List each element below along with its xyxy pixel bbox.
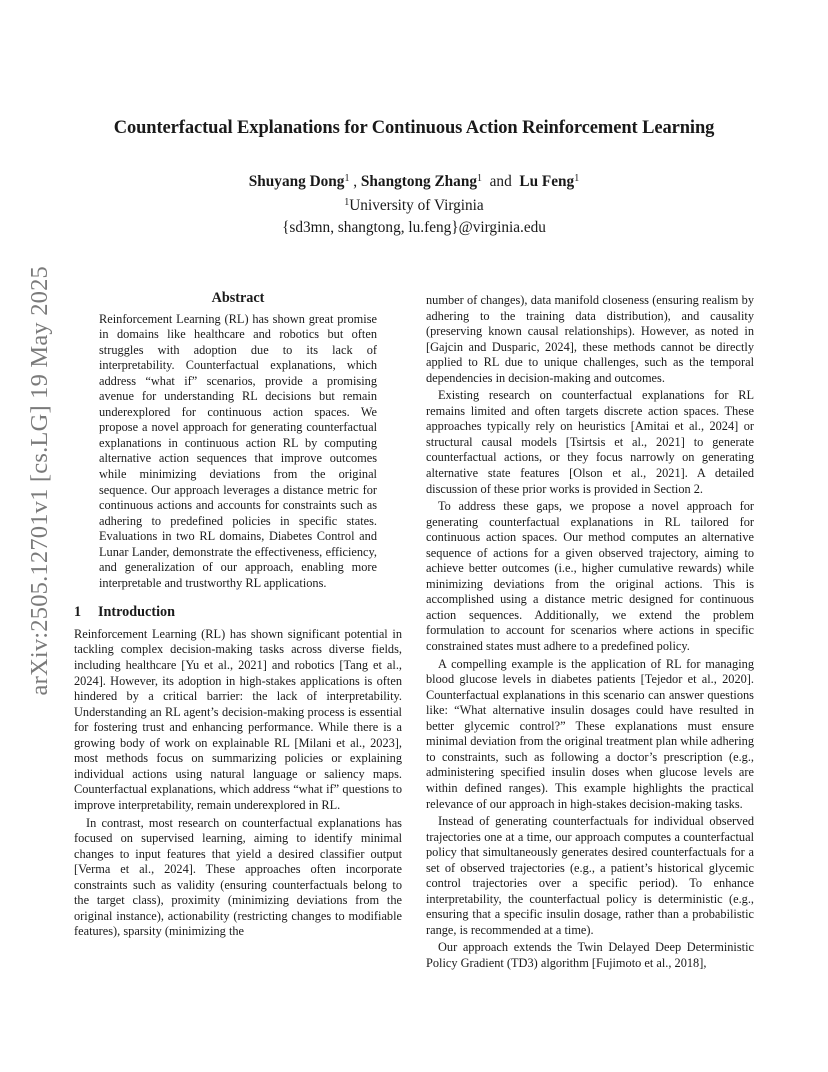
- paragraph: number of changes), data manifold closeness (ensuring realism by adhering to the training data distribution), and causality (preserving known causal relationships). However, as noted in [Gajcin and Dusparic, 2024], these methods cannot be directly applied to RL due to unique challenges, such as the temporal dependencies in decision-making and outcomes.: [426, 293, 754, 385]
- paragraph: To address these gaps, we propose a novel approach for generating counterfactual explanations in RL tailored for continuous action spaces. Our method computes an alternative sequence of actions for a given observed trajectory, aiming to achieve better outcomes (i.e., higher cumulative rewards) while minimizing deviations from the original actions. This is accomplished using a distance metric designed for continuous action sequences. Additionally, we extend the problem formulation to account for scenarios where actions in specific constrained states must adhere to a predefined policy.: [426, 499, 754, 654]
- affiliation-name: University of Virginia: [349, 197, 484, 214]
- author-name: Lu Feng: [519, 173, 575, 190]
- abstract-heading: Abstract: [211, 290, 265, 306]
- paragraph: A compelling example is the application of RL for managing blood glucose levels in diabetes patients [Tejedor et al., 2020]. Counterfactual explanations in this scenario can answer questions like: “What alternative insulin dosages could have resulted in better glycemic control?” These explanations must ensure minimal deviation from the original treatment plan while adhering to constraints, such as following a doctor’s prescription (e.g., administering specified insulin doses when glucose levels are within defined ranges). This example highlights the practical relevance of our approach in high-stakes decision-making tasks.: [426, 656, 754, 811]
- paragraph: Reinforcement Learning (RL) has shown significant potential in tackling complex decision-making tasks across diverse fields, including healthcare [Yu et al., 2021] and robotics [Tang et al., 2024]. However, its adoption in high-stakes applications is often hindered by a critical barrier: the lack of interpretability. Understanding an RL agent’s decision-making process is essential for fostering trust and enhancing performance. While there is a growing body of work on explainable RL [Milani et al., 2023], most methods focus on summarizing policies or explaining individual actions using natural language or saliency maps. Counterfactual explanations, which address “what if” questions to improve interpretability, remain underexplored in RL.: [74, 626, 402, 812]
- paragraph: In contrast, most research on counterfactual explanations has focused on supervised learning, aiming to identify minimal changes to input features that yield a desired classifier output [Verma et al., 2024]. These approaches often incorporate constraints such as validity (ensuring counterfactuals belong to the target class), proximity (minimizing deviations from the original instance), actionability (restricting changes to modifiable features), sparsity (minimizing the: [74, 815, 402, 939]
- section-number: 1: [74, 604, 82, 621]
- affiliation: [0, 197, 828, 215]
- author-affil-mark: 1: [476, 173, 482, 184]
- author-emails: {sd3mn, shangtong, lu.feng}@virginia.edu: [282, 219, 546, 236]
- author-name: Shuyang Dong: [248, 173, 345, 190]
- paragraph: Existing research on counterfactual explanations for RL remains limited and often targets discrete action spaces. These approaches typically rely on heuristics [Amitai et al., 2024] or structural causal models [Tsirtsis et al., 2021] to generate counterfactual actions, or they focus narrowly on generating alternative state features [Olson et al., 2021]. A detailed discussion of these prior works is provided in Section 2.: [426, 388, 754, 496]
- section-title: Introduction: [98, 604, 175, 621]
- paragraph: Instead of generating counterfactuals for individual observed trajectories one at a time, our approach computes a counterfactual policy that simultaneously generates desired counterfactuals for a set of observed trajectories (e.g., a patient’s historical glycemic control trajectories over a specific period). To enhance interpretability, the counterfactual policy is deterministic (e.g., ensuring that a specific insulin dosage, rather than a probabilistic range, is recommended at a time).: [426, 814, 754, 937]
- arxiv-stamp: [22, 266, 58, 696]
- affiliation-mark: 1: [344, 197, 350, 208]
- left-column: [74, 291, 402, 942]
- intro-left-body: [74, 627, 402, 940]
- abstract-body: [74, 312, 402, 592]
- section-heading: [74, 605, 402, 621]
- author-affil-mark: 1: [574, 173, 580, 184]
- author-separator: ,: [349, 173, 361, 190]
- paper-title: Counterfactual Explanations for Continuous Action Reinforcement Learning: [113, 118, 715, 138]
- paragraph: Our approach extends the Twin Delayed Deep Deterministic Policy Gradient (TD3) algorithm [Fujimoto et al., 2018],: [426, 940, 754, 970]
- author-name: Shangtong Zhang: [360, 173, 477, 190]
- author-affil-mark: 1: [344, 173, 350, 184]
- author-list: [0, 173, 828, 191]
- right-column: [426, 293, 754, 974]
- arxiv-stamp-text: arXiv:2505.12701v1 [cs.LG] 19 May 2025: [26, 266, 53, 696]
- abstract-text: Reinforcement Learning (RL) has shown great promise in domains like healthcare and robotics but often struggles with adoption due to its lack of interpretability. Counterfactual explanations, which address “what if” scenarios, provide a promising avenue for understanding RL decisions but remain underexplored for continuous action spaces. We propose a novel approach for generating counterfactual explanations in continuous action RL by computing alternative action sequences that improve outcomes while minimizing deviations from the original sequence. Our approach leverages a distance metric for continuous actions and accounts for constraints such as adhering to predefined policies in specific states. Evaluations in two RL domains, Diabetes Control and Lunar Lander, demonstrate the effectiveness, efficiency, and generalization of our approach, enabling more interpretable and trustworthy RL applications.: [99, 311, 377, 590]
- author-and: and: [481, 173, 520, 190]
